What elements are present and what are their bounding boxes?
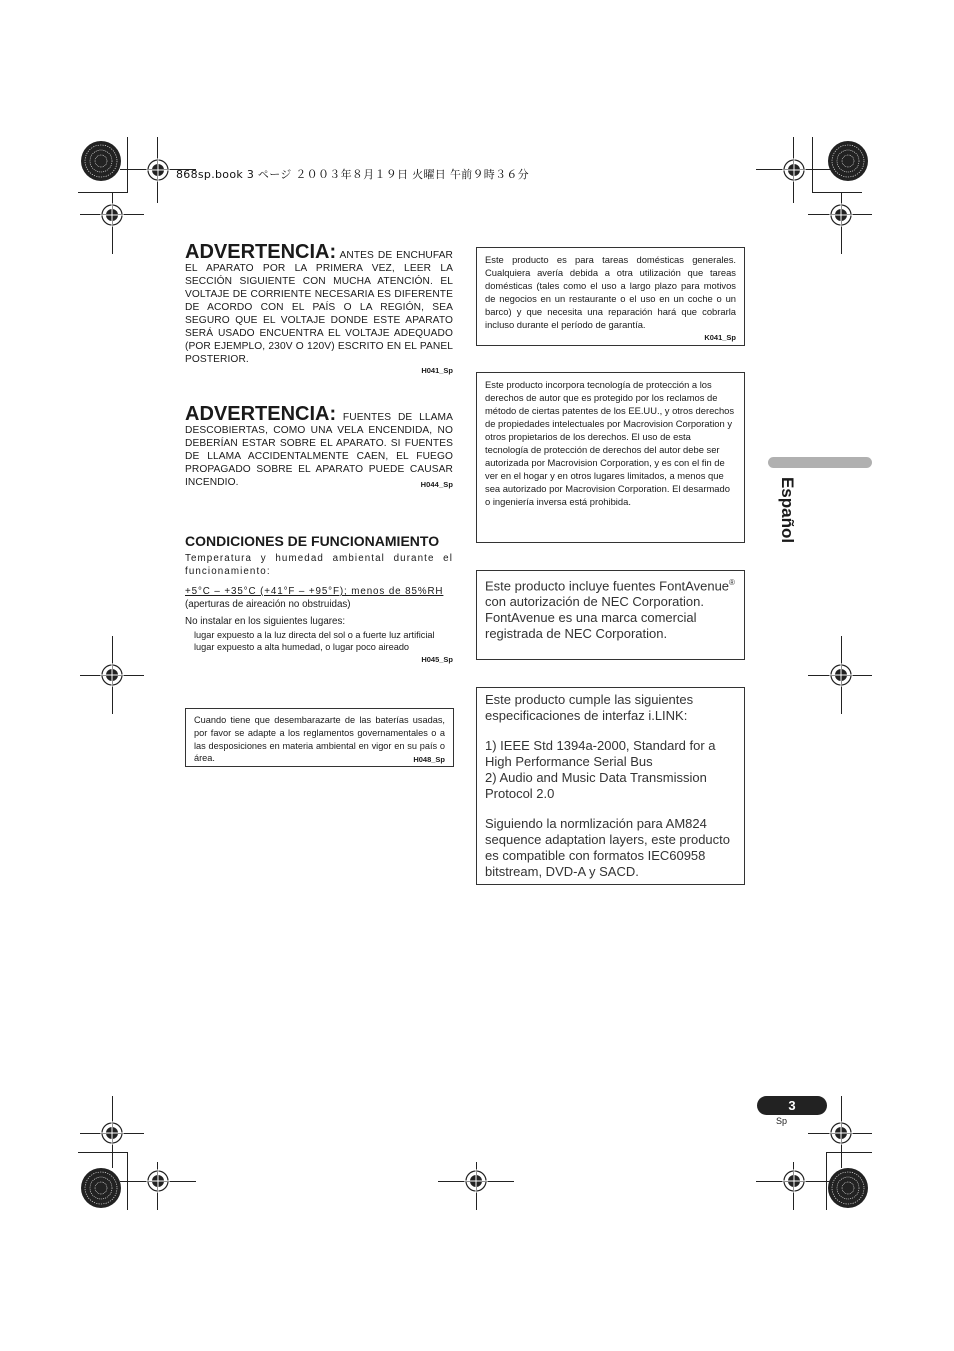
place-item: lugar expuesto a la luz directa del sol o a fuerte luz artificial [194, 629, 435, 640]
registration-mark-icon [146, 158, 170, 182]
reference-code: H044_Sp [420, 480, 453, 489]
warning-text: FUENTES DE LLAMA DESCOBIERTAS, COMO UNA VELA ENCENDIDA, NO DEBERÍAN ESTAR SOBRE EL APARATO. SI FUENTES DE LLAMA ACCIDENTALMENTE CAEN, EL FUEGO PROPAGADO SOBRE EL APARATO PUEDE CAUSAR INCENDIO. [185, 412, 453, 488]
section-title: CONDICIONES DE FUNCIONAMIENTO [185, 533, 440, 549]
ilink-intro: Este producto cumple las siguientes especificaciones de interfaz i.LINK: [485, 692, 694, 723]
battery-notice-box [185, 708, 454, 767]
starburst-target-icon [827, 140, 869, 187]
registration-mark-icon [146, 1169, 170, 1193]
language-tab-label: Español [778, 476, 797, 544]
registration-mark-icon [782, 158, 806, 182]
ilink-spec-1: 1) IEEE Std 1394a-2000, Standard for a High Performance Serial Bus [485, 738, 716, 769]
battery-notice-text: Cuando tiene que desembarazarte de las baterías usadas, por favor se adapte a los reglamentos governamentales o a las desposiciones en materia ambiental en vigor en su país o área. [194, 715, 445, 764]
fontavenue-text-cont: con autorización de NEC Corporation. FontAvenue es una marca comercial registrada de NEC Corporation. [485, 594, 704, 642]
place-item: lugar expuesto a alta humedad, o lugar poco aireado [194, 642, 410, 652]
warning-text: ANTES DE ENCHUFAR EL APARATO POR LA PRIMERA VEZ, LEER LA SECCIÓN SIGUIENTE CON MUCHA ATENCIÓN. EL VOLTAJE DE CORRIENTE NECESARIA ES DIFERENTE DE ACORDO CON EL PAÍS O LA REGIÓN, SEA SEGURO QUE EL VOLTAJE DONDE ESTE APARATO SERÁ USADO ENCUENTRA EL VOLTAJE ADEQUADO (POR EJEMPLO, 230V O 120V) ESCRITO EN EL PANEL POSTERIOR. [185, 250, 453, 365]
registration-mark-icon [100, 1121, 124, 1145]
starburst-target-icon [80, 140, 122, 187]
registered-mark: ® [729, 578, 735, 587]
starburst-target-icon [827, 1167, 869, 1214]
fontavenue-text: Este producto incluye fuentes FontAvenue [485, 578, 730, 594]
temp-range: +5°C – +35°C (+41°F – +95°F); menos de 85%RH [185, 586, 444, 597]
range-note: (aperturas de aireación no obstruidas) [185, 598, 351, 610]
starburst-target-icon [80, 1167, 122, 1214]
no-install-label: No instalar en los siguientes lugares: [185, 616, 346, 627]
registration-mark-icon [464, 1169, 488, 1193]
domestic-use-box [476, 247, 745, 346]
domestic-use-text: Este producto es para tareas domésticas generales. Cualquiera avería debida a otra utilización que tareas domésticas (tales como el uso a largo plazo para motivos de negocios en un restaurante o el uso en un coche o un barco) y que necesita una reparación hará que cobrarla incluso durante el período de garantía. [485, 254, 736, 330]
registration-mark-icon [829, 203, 853, 227]
reference-code: H045_Sp [421, 654, 453, 664]
macrovision-text: Este producto incorpora tecnología de protección a los derechos de autor que es protegido por los reclamos de método de ciertas patentes de los EE.UU., y otros derechos de propiedades intelectuales por Macrovision Corporation y otros propietarios de los derechos. El uso de esta tecnología de protección de derechos del autor debe ser autorizada por Macrovision Corporation, y es con el fin de ver en el hogar y en otros lugares limitados, a menos que sea autorizado por Macrovision Corporation. El desarmado o ingeniería inversa está prohibida. [485, 379, 735, 507]
temp-label: Temperatura y humedad ambiental durante el funcionamiento: [185, 553, 453, 577]
warning-fire [185, 403, 453, 491]
warning-voltage [185, 241, 453, 375]
reference-code: H041_Sp [421, 366, 453, 375]
fontavenue-box [476, 570, 745, 660]
macrovision-box [476, 372, 745, 543]
ilink-spec-2: 2) Audio and Music Data Transmission Protocol 2.0 [485, 770, 707, 801]
ilink-box [476, 687, 745, 885]
warning-title: ADVERTENCIA: [185, 403, 337, 425]
registration-mark-icon [829, 663, 853, 687]
registration-mark-icon [100, 663, 124, 687]
reference-code: K041_Sp [704, 333, 736, 342]
warning-title: ADVERTENCIA: [185, 241, 337, 263]
print-header: 868sp.book 3 ページ ２００３年８月１９日 火曜日 午前９時３６分 [176, 168, 529, 181]
page-suffix: Sp [776, 1116, 788, 1126]
page-number: 3 [757, 1096, 827, 1115]
operating-conditions [185, 553, 453, 666]
reference-code: H048_Sp [413, 755, 445, 765]
registration-mark-icon [100, 203, 124, 227]
registration-mark-icon [782, 1169, 806, 1193]
registration-mark-icon [829, 1121, 853, 1145]
ilink-outro: Siguiendo la normlización para AM824 sequence adaptation layers, este producto es compatible con formatos IEC60958 bitstream, DVD-A y SACD. [485, 816, 731, 879]
